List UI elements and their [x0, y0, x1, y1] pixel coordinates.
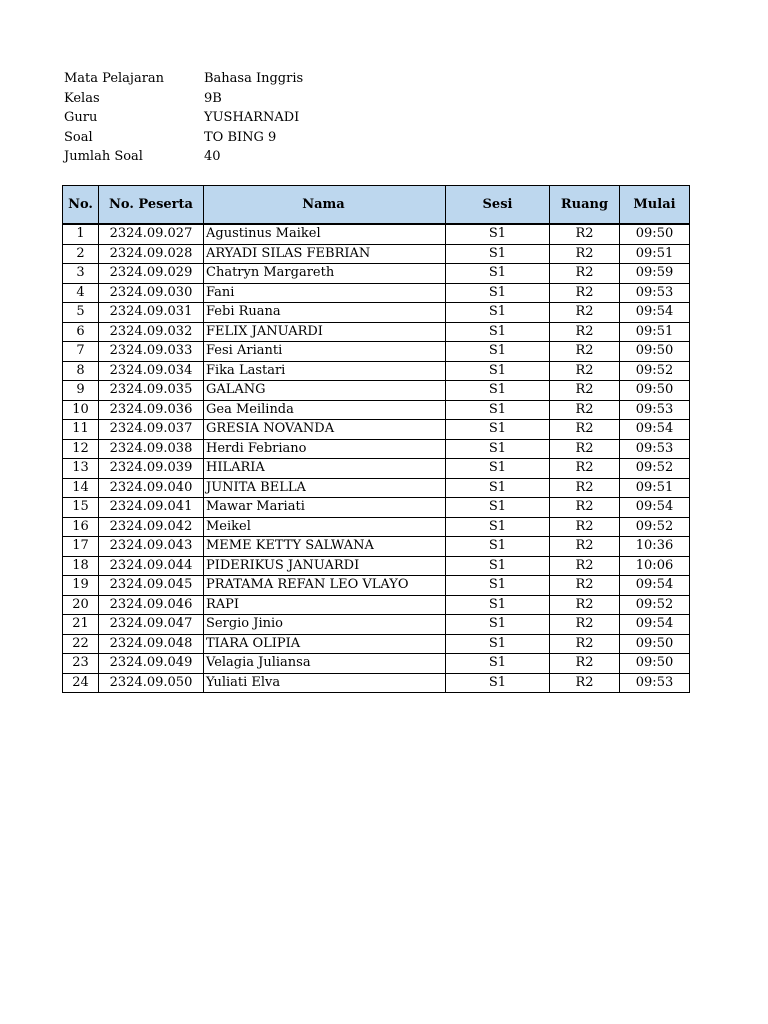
- cell-room: R2: [550, 381, 620, 401]
- teacher-label: Guru: [64, 110, 98, 125]
- cell-start-time: 09:59: [620, 264, 690, 284]
- cell-session: S1: [446, 264, 550, 284]
- cell-no: 5: [63, 303, 99, 323]
- cell-start-time: 09:50: [620, 224, 690, 244]
- cell-no: 17: [63, 537, 99, 557]
- header-name: Nama: [204, 186, 446, 225]
- cell-session: S1: [446, 634, 550, 654]
- table-row: [63, 478, 690, 498]
- cell-start-time: 09:53: [620, 400, 690, 420]
- cell-session: S1: [446, 498, 550, 518]
- cell-name: HILARIA: [204, 459, 446, 479]
- cell-name: RAPI: [204, 595, 446, 615]
- cell-participant-number: 2324.09.039: [99, 459, 204, 479]
- table-row: [63, 673, 690, 693]
- cell-name: TIARA OLIPIA: [204, 634, 446, 654]
- cell-participant-number: 2324.09.037: [99, 420, 204, 440]
- cell-session: S1: [446, 459, 550, 479]
- cell-start-time: 09:54: [620, 303, 690, 323]
- cell-room: R2: [550, 361, 620, 381]
- table-row: [63, 361, 690, 381]
- cell-participant-number: 2324.09.046: [99, 595, 204, 615]
- cell-room: R2: [550, 498, 620, 518]
- table-row: [63, 439, 690, 459]
- cell-room: R2: [550, 459, 620, 479]
- cell-session: S1: [446, 342, 550, 362]
- table-row: [63, 420, 690, 440]
- cell-no: 7: [63, 342, 99, 362]
- cell-room: R2: [550, 244, 620, 264]
- cell-session: S1: [446, 576, 550, 596]
- cell-room: R2: [550, 400, 620, 420]
- cell-start-time: 09:54: [620, 576, 690, 596]
- cell-no: 24: [63, 673, 99, 693]
- cell-name: Febi Ruana: [204, 303, 446, 323]
- info-row-class: [64, 89, 303, 109]
- cell-start-time: 09:54: [620, 498, 690, 518]
- info-row-question-count: [64, 147, 303, 167]
- table-row: [63, 244, 690, 264]
- cell-participant-number: 2324.09.029: [99, 264, 204, 284]
- cell-start-time: 09:50: [620, 381, 690, 401]
- cell-room: R2: [550, 322, 620, 342]
- cell-room: R2: [550, 224, 620, 244]
- cell-no: 3: [63, 264, 99, 284]
- cell-name: Chatryn Margareth: [204, 264, 446, 284]
- cell-participant-number: 2324.09.036: [99, 400, 204, 420]
- cell-no: 18: [63, 556, 99, 576]
- cell-start-time: 09:54: [620, 420, 690, 440]
- cell-room: R2: [550, 342, 620, 362]
- cell-participant-number: 2324.09.047: [99, 615, 204, 635]
- cell-start-time: 09:53: [620, 283, 690, 303]
- cell-room: R2: [550, 634, 620, 654]
- cell-room: R2: [550, 439, 620, 459]
- cell-session: S1: [446, 556, 550, 576]
- cell-name: Mawar Mariati: [204, 498, 446, 518]
- cell-room: R2: [550, 595, 620, 615]
- cell-session: S1: [446, 439, 550, 459]
- cell-name: JUNITA BELLA: [204, 478, 446, 498]
- cell-no: 20: [63, 595, 99, 615]
- cell-session: S1: [446, 517, 550, 537]
- cell-session: S1: [446, 283, 550, 303]
- cell-participant-number: 2324.09.031: [99, 303, 204, 323]
- table-row: [63, 322, 690, 342]
- cell-room: R2: [550, 420, 620, 440]
- cell-no: 15: [63, 498, 99, 518]
- cell-start-time: 09:52: [620, 459, 690, 479]
- cell-start-time: 09:50: [620, 634, 690, 654]
- cell-start-time: 09:53: [620, 439, 690, 459]
- cell-participant-number: 2324.09.040: [99, 478, 204, 498]
- cell-name: Fani: [204, 283, 446, 303]
- cell-session: S1: [446, 303, 550, 323]
- cell-session: S1: [446, 224, 550, 244]
- info-row-teacher: [64, 108, 303, 128]
- participant-table: [62, 185, 690, 693]
- cell-room: R2: [550, 283, 620, 303]
- cell-no: 4: [63, 283, 99, 303]
- cell-name: Velagia Juliansa: [204, 654, 446, 674]
- cell-no: 22: [63, 634, 99, 654]
- cell-room: R2: [550, 576, 620, 596]
- table-row: [63, 264, 690, 284]
- cell-session: S1: [446, 537, 550, 557]
- cell-no: 16: [63, 517, 99, 537]
- cell-session: S1: [446, 673, 550, 693]
- cell-room: R2: [550, 517, 620, 537]
- subject-label: Mata Pelajaran: [64, 71, 165, 86]
- cell-name: Herdi Febriano: [204, 439, 446, 459]
- cell-participant-number: 2324.09.035: [99, 381, 204, 401]
- cell-start-time: 09:52: [620, 595, 690, 615]
- table-row: [63, 556, 690, 576]
- cell-name: PRATAMA REFAN LEO VLAYO: [204, 576, 446, 596]
- cell-participant-number: 2324.09.027: [99, 224, 204, 244]
- table-row: [63, 517, 690, 537]
- table-body: [63, 224, 690, 693]
- table-row: [63, 459, 690, 479]
- cell-participant-number: 2324.09.045: [99, 576, 204, 596]
- cell-no: 8: [63, 361, 99, 381]
- cell-participant-number: 2324.09.049: [99, 654, 204, 674]
- cell-start-time: 09:51: [620, 478, 690, 498]
- cell-start-time: 09:50: [620, 342, 690, 362]
- cell-name: ARYADI SILAS FEBRIAN: [204, 244, 446, 264]
- cell-participant-number: 2324.09.028: [99, 244, 204, 264]
- cell-name: FELIX JANUARDI: [204, 322, 446, 342]
- cell-session: S1: [446, 244, 550, 264]
- cell-session: S1: [446, 361, 550, 381]
- cell-no: 1: [63, 224, 99, 244]
- cell-no: 11: [63, 420, 99, 440]
- cell-name: Meikel: [204, 517, 446, 537]
- cell-name: GALANG: [204, 381, 446, 401]
- cell-no: 12: [63, 439, 99, 459]
- question-count-value: 40: [204, 149, 221, 164]
- cell-start-time: 10:06: [620, 556, 690, 576]
- cell-participant-number: 2324.09.048: [99, 634, 204, 654]
- cell-name: PIDERIKUS JANUARDI: [204, 556, 446, 576]
- cell-room: R2: [550, 615, 620, 635]
- cell-room: R2: [550, 478, 620, 498]
- cell-name: Fesi Arianti: [204, 342, 446, 362]
- cell-name: Yuliati Elva: [204, 673, 446, 693]
- cell-name: Gea Meilinda: [204, 400, 446, 420]
- cell-start-time: 09:52: [620, 361, 690, 381]
- table-row: [63, 498, 690, 518]
- teacher-value: YUSHARNADI: [204, 110, 300, 125]
- cell-name: GRESIA NOVANDA: [204, 420, 446, 440]
- cell-no: 6: [63, 322, 99, 342]
- cell-session: S1: [446, 381, 550, 401]
- cell-room: R2: [550, 303, 620, 323]
- cell-name: Fika Lastari: [204, 361, 446, 381]
- cell-participant-number: 2324.09.032: [99, 322, 204, 342]
- cell-session: S1: [446, 654, 550, 674]
- cell-start-time: 10:36: [620, 537, 690, 557]
- cell-session: S1: [446, 595, 550, 615]
- cell-participant-number: 2324.09.050: [99, 673, 204, 693]
- cell-participant-number: 2324.09.030: [99, 283, 204, 303]
- cell-start-time: 09:54: [620, 615, 690, 635]
- cell-no: 23: [63, 654, 99, 674]
- cell-no: 2: [63, 244, 99, 264]
- cell-session: S1: [446, 420, 550, 440]
- cell-no: 19: [63, 576, 99, 596]
- cell-room: R2: [550, 673, 620, 693]
- table-row: [63, 615, 690, 635]
- cell-start-time: 09:51: [620, 322, 690, 342]
- subject-value: Bahasa Inggris: [204, 71, 304, 86]
- cell-room: R2: [550, 556, 620, 576]
- table-row: [63, 303, 690, 323]
- cell-no: 10: [63, 400, 99, 420]
- header-room: Ruang: [550, 186, 620, 225]
- info-row-subject: [64, 69, 303, 89]
- cell-participant-number: 2324.09.041: [99, 498, 204, 518]
- cell-participant-number: 2324.09.038: [99, 439, 204, 459]
- cell-name: Sergio Jinio: [204, 615, 446, 635]
- cell-session: S1: [446, 322, 550, 342]
- table-row: [63, 283, 690, 303]
- cell-no: 21: [63, 615, 99, 635]
- header-participant-number: No. Peserta: [99, 186, 204, 225]
- cell-start-time: 09:50: [620, 654, 690, 674]
- table-row: [63, 576, 690, 596]
- cell-participant-number: 2324.09.044: [99, 556, 204, 576]
- cell-name: MEME KETTY SALWANA: [204, 537, 446, 557]
- table-header-row: [63, 186, 690, 225]
- cell-no: 14: [63, 478, 99, 498]
- question-count-label: Jumlah Soal: [64, 149, 143, 164]
- cell-name: Agustinus Maikel: [204, 224, 446, 244]
- table-row: [63, 342, 690, 362]
- cell-participant-number: 2324.09.033: [99, 342, 204, 362]
- info-row-question-set: [64, 128, 303, 148]
- cell-participant-number: 2324.09.034: [99, 361, 204, 381]
- header-session: Sesi: [446, 186, 550, 225]
- class-label: Kelas: [64, 90, 100, 106]
- cell-start-time: 09:51: [620, 244, 690, 264]
- table-row: [63, 381, 690, 401]
- question-set-value: TO BING 9: [204, 129, 277, 145]
- cell-session: S1: [446, 400, 550, 420]
- cell-room: R2: [550, 537, 620, 557]
- table-row: [63, 400, 690, 420]
- table-row: [63, 224, 690, 244]
- question-set-label: Soal: [64, 129, 93, 145]
- cell-start-time: 09:52: [620, 517, 690, 537]
- cell-session: S1: [446, 615, 550, 635]
- table-row: [63, 654, 690, 674]
- cell-start-time: 09:53: [620, 673, 690, 693]
- exam-info-block: [64, 69, 303, 167]
- cell-participant-number: 2324.09.042: [99, 517, 204, 537]
- class-value: 9B: [204, 90, 222, 106]
- cell-room: R2: [550, 264, 620, 284]
- cell-no: 13: [63, 459, 99, 479]
- table-row: [63, 537, 690, 557]
- table-row: [63, 595, 690, 615]
- header-no: No.: [63, 186, 99, 225]
- header-start-time: Mulai: [620, 186, 690, 225]
- cell-no: 9: [63, 381, 99, 401]
- table-row: [63, 634, 690, 654]
- cell-room: R2: [550, 654, 620, 674]
- cell-participant-number: 2324.09.043: [99, 537, 204, 557]
- cell-session: S1: [446, 478, 550, 498]
